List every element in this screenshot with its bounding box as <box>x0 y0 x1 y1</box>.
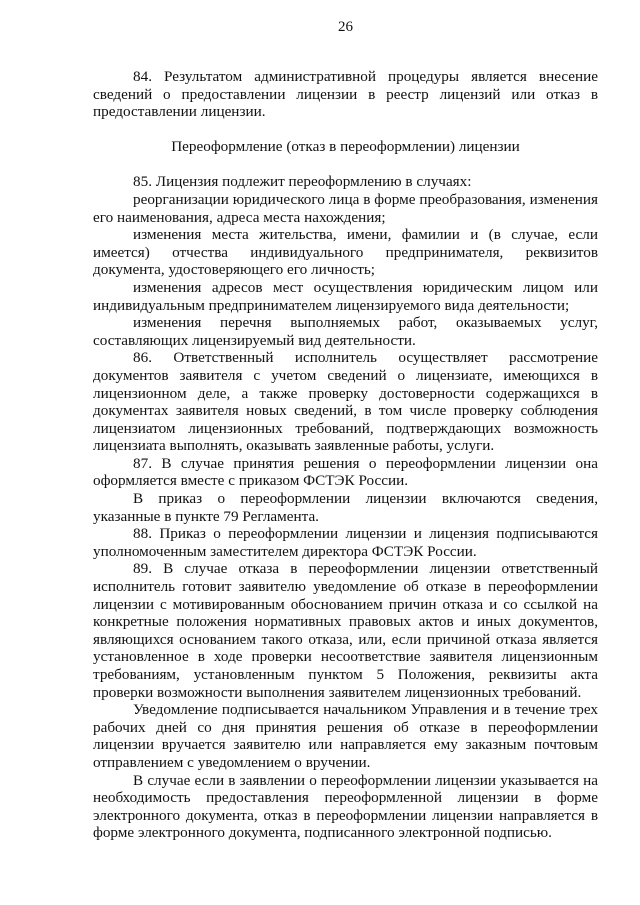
section-heading: Переоформление (отказ в переоформлении) лицензии <box>171 137 520 155</box>
paragraph-84: 84. Результатом административной процедуры является внесение сведений о предоставлении лицензии в реестр лицензий или отказ в предоставлении лицензии. <box>93 68 598 121</box>
paragraph-87: 87. В случае принятия решения о переоформлении лицензии она оформляется вместе с приказом ФСТЭК России. <box>93 454 598 490</box>
paragraph-86: 86. Ответственный исполнитель осуществляет рассмотрение документов заявителя с учетом сведений о лицензиате, имеющихся в лицензионном деле, а также проверку достоверности содержащихся в документах заявителя новых сведений, в том числе проверку соблюдения лицензиатом лицензионных требований, подтверждающих возможность лицензиата выполнять, оказывать заявленные работы, услуги. <box>93 349 598 455</box>
paragraph-85-item-3: изменения адресов мест осуществления юридическим лицом или индивидуальным предпринимателем лицензируемого вида деятельности; <box>93 278 598 314</box>
paragraph-89-electronic: В случае если в заявлении о переоформлении лицензии указывается на необходимость предоставления переоформленной лицензии в форме электронного документа, отказ в переоформлении лицензии направляется в форме электронного документа, подписанного электронной подписью. <box>93 771 598 842</box>
paragraph-88: 88. Приказ о переоформлении лицензии и лицензия подписываются уполномоченным заместителем директора ФСТЭК России. <box>93 525 598 560</box>
page-number: 26 <box>338 19 353 35</box>
paragraph-89-notice: Уведомление подписывается начальником Управления и в течение трех рабочих дней со дня принятия решения об отказе в переоформлении лицензии вручается заявителю или направляется ему заказным почтовым отправлением с уведомлением о вручении. <box>93 701 598 771</box>
paragraph-85-item-1: реорганизации юридического лица в форме преобразования, изменения его наименования, адреса места нахождения; <box>93 190 598 226</box>
paragraph-89: 89. В случае отказа в переоформлении лицензии ответственный исполнитель готовит заявителю уведомление об отказе в переоформлении лицензии с мотивированным обоснованием причин отказа и со ссылкой на конкретные положения нормативных правовых актов и иных документов, являющихся основанием такого отказа, или, если причиной отказа является установленное в ходе проверки несоответствие заявителя лицензионным требованиям, установленным пунктом 5 Положения, реквизиты акта проверки возможности выполнения заявителем лицензионных требований. <box>93 560 598 701</box>
paragraph-87-cont: В приказ о переоформлении лицензии включаются сведения, указанные в пункте 79 Регламента. <box>93 490 598 525</box>
paragraph-85: 85. Лицензия подлежит переоформлению в случаях: <box>133 173 472 191</box>
paragraph-85-item-4: изменения перечня выполняемых работ, оказываемых услуг, составляющих лицензируемый вид деятельности. <box>93 314 598 349</box>
paragraph-85-item-2: изменения места жительства, имени, фамилии и (в случае, если имеется) отчества индивидуального предпринимателя, реквизитов документа, удостоверяющего его личность; <box>93 226 598 279</box>
